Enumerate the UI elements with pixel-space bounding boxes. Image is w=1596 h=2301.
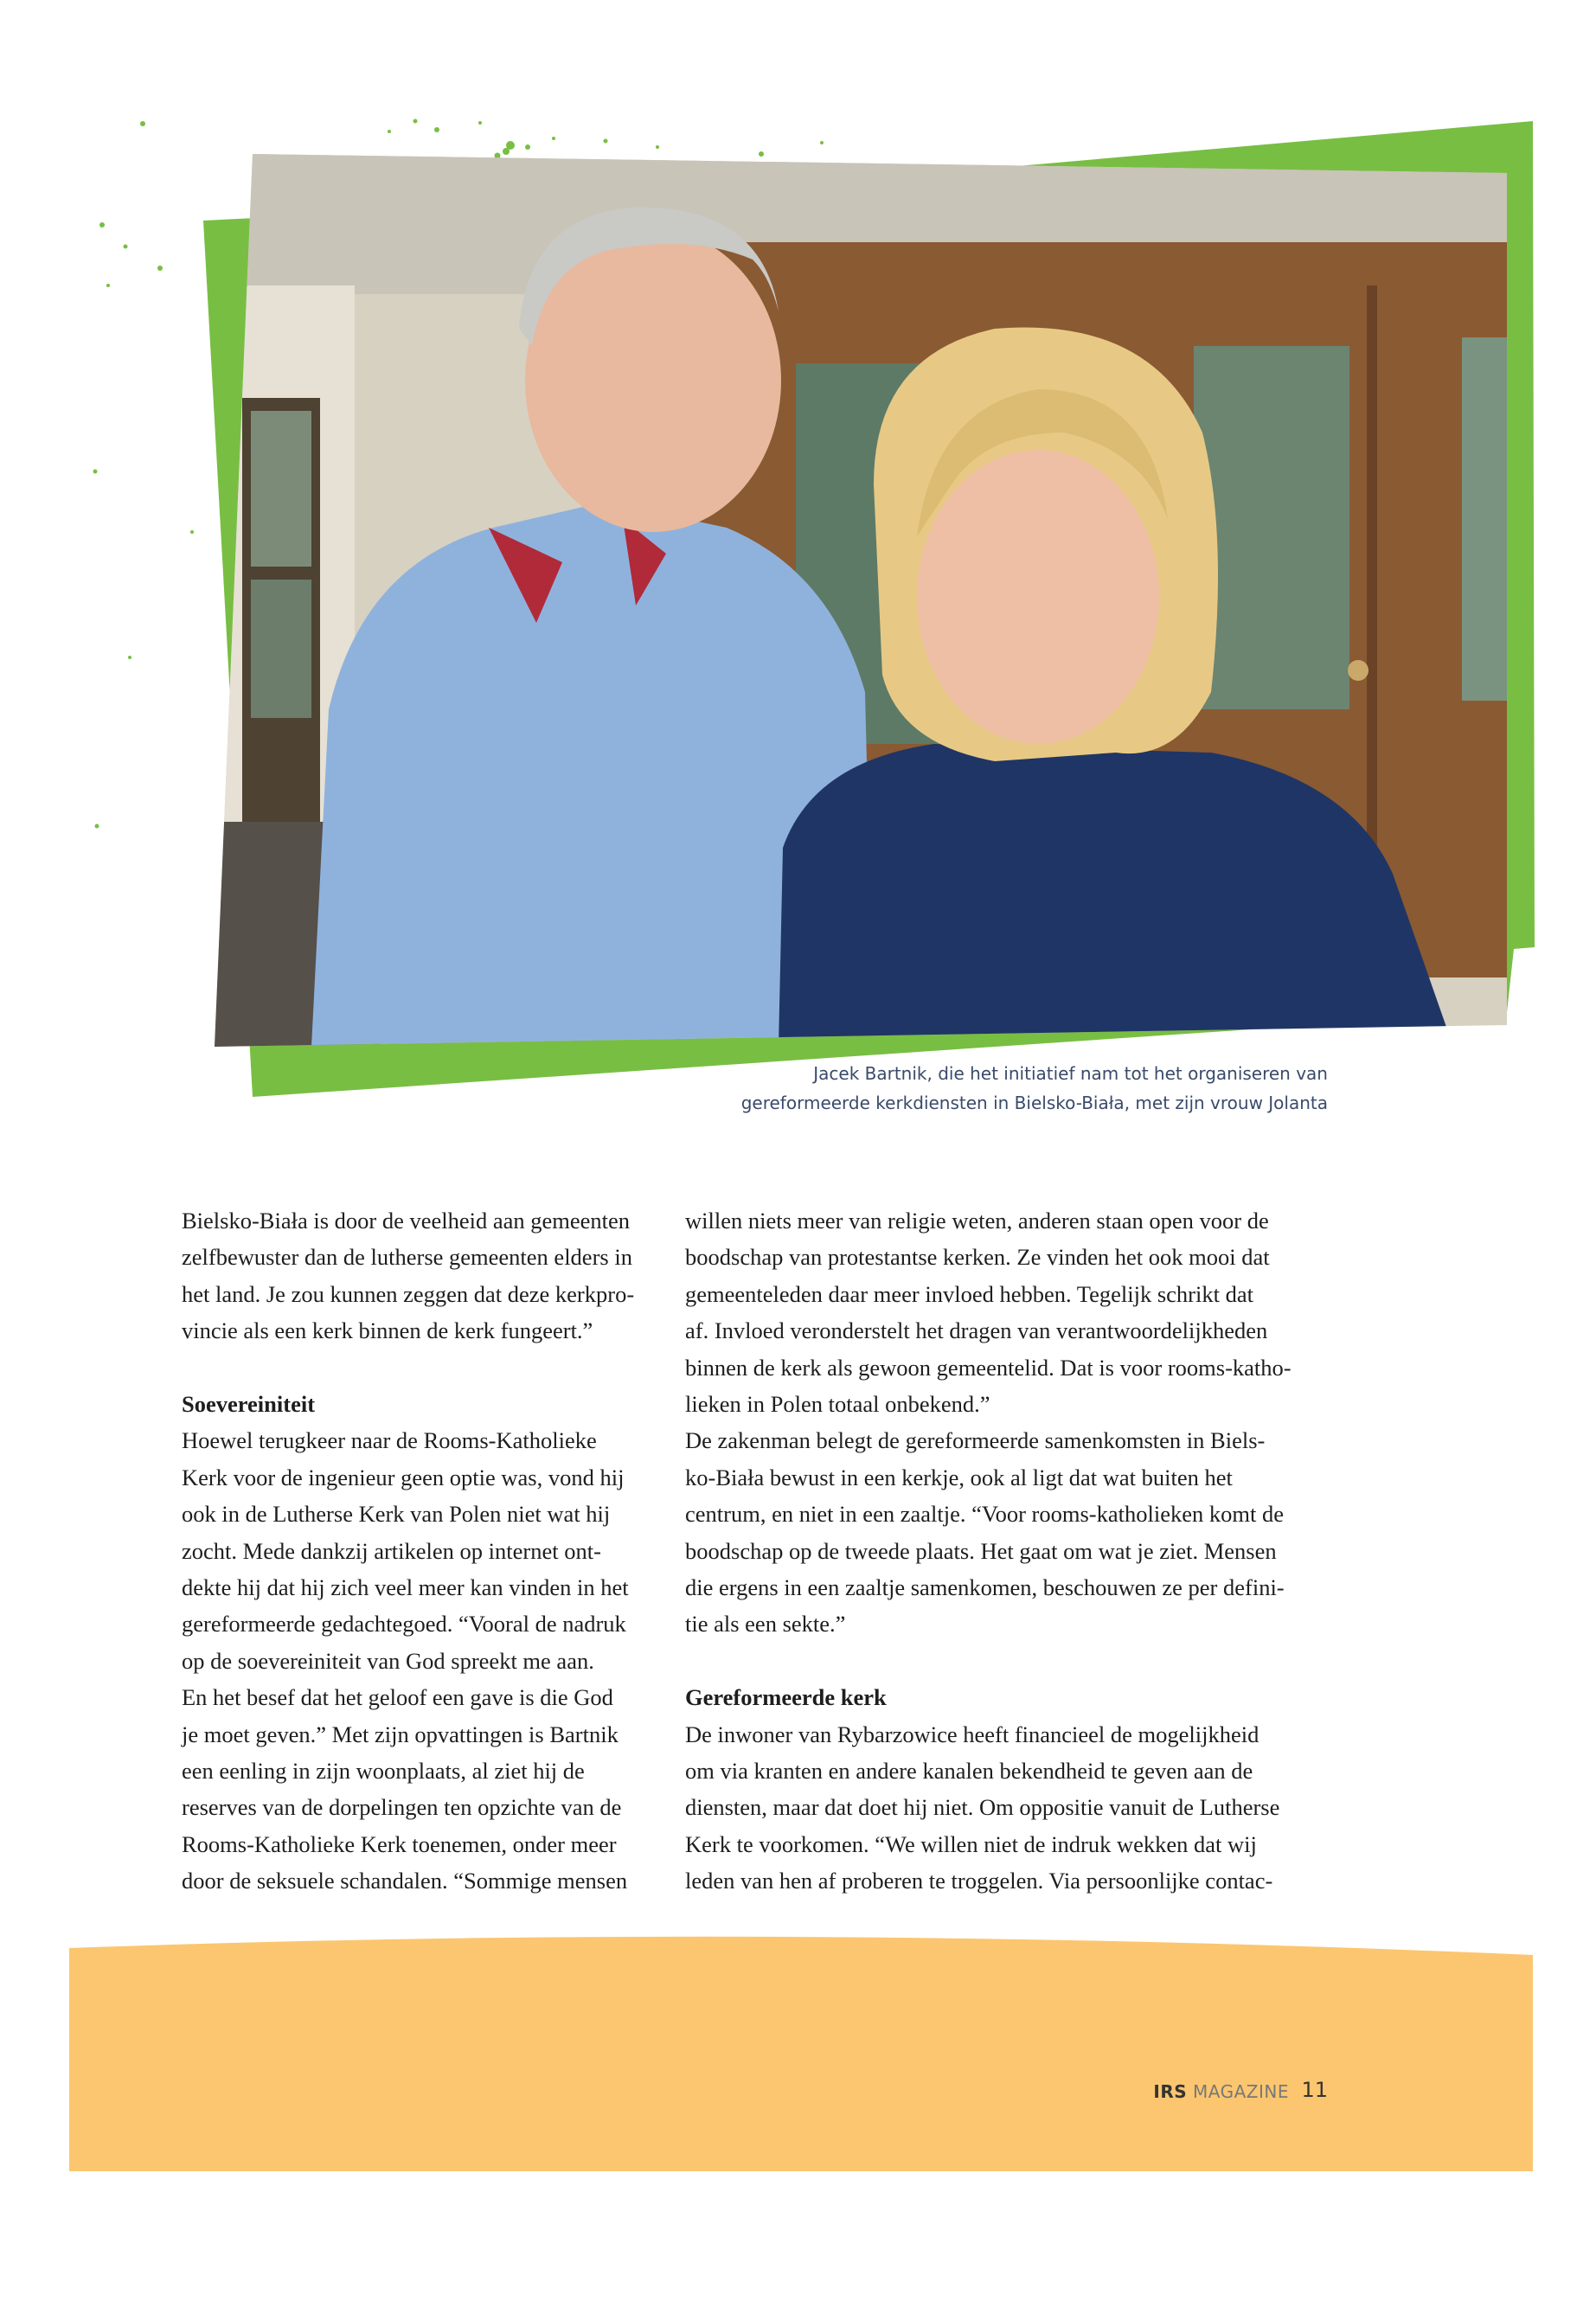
- article-line: gemeenteleden daar meer invloed hebben. Tegelijk schrikt dat: [685, 1280, 1253, 1307]
- article-line: leden van hen af proberen te troggelen. Via persoonlijke contac-: [685, 1868, 1273, 1894]
- paragraph-gap: [182, 1349, 666, 1386]
- article-line: willen niets meer van religie weten, anderen staan open voor de: [685, 1208, 1269, 1234]
- article-line: ko-Biała bewust in een kerkje, ook al ligt dat wat buiten het: [685, 1464, 1233, 1490]
- article-line: zocht. Mede dankzij artikelen op internet ont-: [182, 1537, 601, 1564]
- caption-line-2: gereformeerde kerkdiensten in Bielsko-Biała, met zijn vrouw Jolanta: [740, 1093, 1328, 1113]
- article-line: Hoewel terugkeer naar de Rooms-Katholieke: [182, 1427, 597, 1454]
- article-line: boodschap op de tweede plaats. Het gaat om wat je ziet. Mensen: [685, 1537, 1277, 1564]
- article-line: die ergens in een zaaltje samenkomen, beschouwen ze per defini-: [685, 1574, 1285, 1601]
- page-number: 11: [1301, 2078, 1328, 2102]
- magazine-label: [1153, 2081, 1289, 2102]
- photo-section: [0, 0, 1596, 1125]
- article-line: tie als een sekte.”: [685, 1611, 846, 1638]
- article-line: ook in de Lutherse Kerk van Polen niet wat hij: [182, 1501, 611, 1528]
- article-line: Rooms-Katholieke Kerk toenemen, onder meer: [182, 1830, 617, 1857]
- article-line: dekte hij dat hij zich veel meer kan vinden in het: [182, 1574, 629, 1601]
- article-line: om via kranten en andere kanalen bekendheid te geven aan de: [685, 1758, 1253, 1785]
- article-line: een eenling in zijn woonplaats, al ziet hij de: [182, 1758, 585, 1785]
- article-line: Kerk te voorkomen. “We willen niet de indruk wekken dat wij: [685, 1830, 1257, 1857]
- photo-caption: [549, 1059, 1328, 1118]
- article-line: lieken in Polen totaal onbekend.”: [685, 1391, 990, 1418]
- article-line: centrum, en niet in een zaaltje. “Voor rooms-katholieken komt de: [685, 1501, 1284, 1528]
- magazine-name: MAGAZINE: [1193, 2081, 1289, 2102]
- article-line: op de soevereiniteit van God spreekt me aan.: [182, 1647, 594, 1674]
- article-line: af. Invloed veronderstelt het dragen van verantwoordelijkheden: [685, 1317, 1268, 1344]
- article-line: Bielsko-Biała is door de veelheid aan gemeenten: [182, 1208, 631, 1234]
- section-heading-soevereiniteit: Soevereiniteit: [182, 1391, 316, 1418]
- caption-line-1: Jacek Bartnik, die het initiatief nam tot het organiseren van: [813, 1063, 1328, 1084]
- article-line: binnen de kerk als gewoon gemeentelid. Dat is voor rooms-katho-: [685, 1354, 1292, 1381]
- magazine-brand: IRS: [1153, 2081, 1188, 2102]
- photo-illustration: [0, 0, 1596, 1125]
- article-column-right: [685, 1202, 1343, 1900]
- article-line: door de seksuele schandalen. “Sommige mensen: [182, 1868, 628, 1894]
- article-line: zelfbewuster dan de lutherse gemeenten elders in: [182, 1244, 632, 1271]
- article-column-left: [182, 1202, 666, 1900]
- article-line: gereformeerde gedachtegoed. “Vooral de nadruk: [182, 1611, 626, 1638]
- article-line: reserves van de dorpelingen ten opzichte van de: [182, 1794, 622, 1821]
- couple-photo: [208, 147, 1514, 1055]
- article-line: je moet geven.” Met zijn opvattingen is Bartnik: [182, 1721, 619, 1747]
- article-line: De zakenman belegt de gereformeerde samenkomsten in Biels-: [685, 1427, 1266, 1454]
- article-line: vincie als een kerk binnen de kerk fungeert.”: [182, 1317, 593, 1344]
- article-line: het land. Je zou kunnen zeggen dat deze kerkpro-: [182, 1280, 635, 1307]
- footer-band: [0, 1929, 1596, 2197]
- article-line: diensten, maar dat doet hij niet. Om oppositie vanuit de Lutherse: [685, 1794, 1280, 1821]
- paragraph-gap: [685, 1643, 1343, 1679]
- article-line: Kerk voor de ingenieur geen optie was, vond hij: [182, 1464, 625, 1490]
- article-line: En het besef dat het geloof een gave is die God: [182, 1684, 613, 1711]
- article-line: boodschap van protestantse kerken. Ze vinden het ook mooi dat: [685, 1244, 1270, 1271]
- section-heading-gereformeerde-kerk: Gereformeerde kerk: [685, 1684, 887, 1711]
- article-line: De inwoner van Rybarzowice heeft financieel de mogelijkheid: [685, 1721, 1259, 1747]
